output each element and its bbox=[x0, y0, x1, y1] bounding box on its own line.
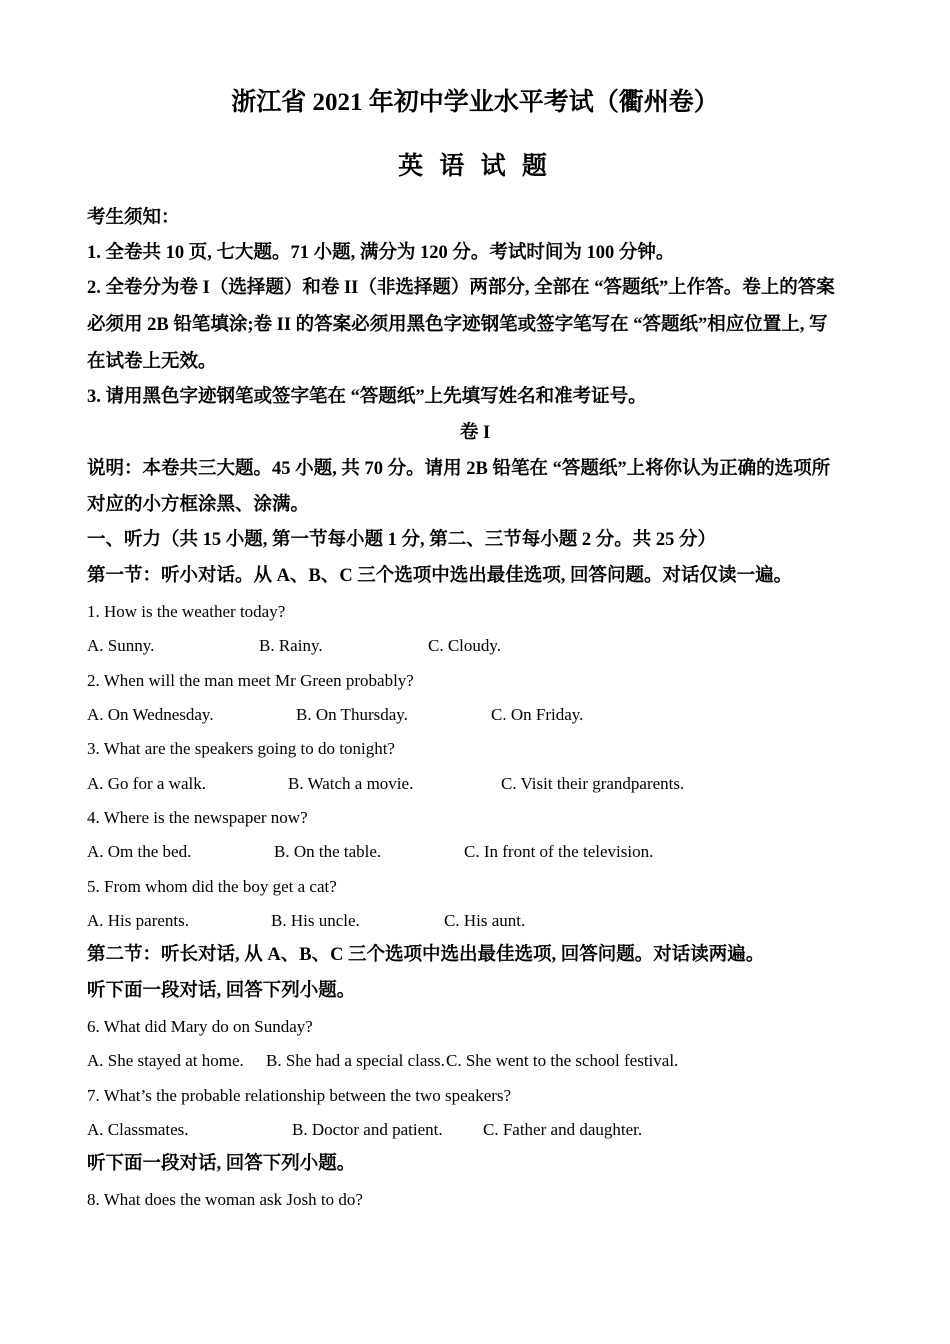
question-5: 5. From whom did the boy get a cat? bbox=[87, 877, 337, 896]
dialogue-instruction-2: 听下面一段对话, 回答下列小题。 bbox=[87, 1154, 356, 1174]
question-4-option-b: B. On the table. bbox=[274, 842, 382, 861]
question-6-option-c: C. She went to the school festival. bbox=[446, 1051, 679, 1070]
question-5-option-b: B. His uncle. bbox=[271, 911, 360, 930]
section-1-heading: 第一节：听小对话。从 A、B、C 三个选项中选出最佳选项, 回答问题。对话仅读一遍。 bbox=[87, 566, 793, 586]
question-8: 8. What does the woman ask Josh to do? bbox=[87, 1190, 363, 1209]
exam-title: 浙江省 2021 年初中学业水平考试（衢州卷） bbox=[231, 89, 719, 116]
volume-1-note-line-2: 对应的小方框涂黑、涂满。 bbox=[87, 495, 310, 515]
question-3-option-b: B. Watch a movie. bbox=[288, 774, 414, 793]
question-4-option-a: A. Om the bed. bbox=[87, 842, 192, 861]
question-2-option-c: C. On Friday. bbox=[491, 705, 584, 724]
notice-item-1: 1. 全卷共 10 页, 七大题。71 小题, 满分为 120 分。考试时间为 100 分钟。 bbox=[87, 243, 675, 263]
exam-subtitle: 英 语 试 题 bbox=[398, 153, 552, 180]
question-1-option-b: B. Rainy. bbox=[259, 636, 323, 655]
volume-1-title: 卷 I bbox=[459, 423, 491, 443]
question-7-option-b: B. Doctor and patient. bbox=[292, 1120, 443, 1139]
notice-item-2-line-2: 必须用 2B 铅笔填涂;卷 II 的答案必须用黑色字迹钢笔或签字笔写在 “答题纸”相应位置上, 写 bbox=[87, 315, 828, 335]
notice-item-2-line-1: 2. 全卷分为卷 I（选择题）和卷 II（非选择题）两部分, 全部在 “答题纸”上作答。卷上的答案 bbox=[87, 278, 835, 298]
question-1: 1. How is the weather today? bbox=[87, 602, 286, 621]
question-2: 2. When will the man meet Mr Green probably? bbox=[87, 671, 414, 690]
question-4: 4. Where is the newspaper now? bbox=[87, 808, 308, 827]
question-2-option-a: A. On Wednesday. bbox=[87, 705, 214, 724]
question-3-option-a: A. Go for a walk. bbox=[87, 774, 206, 793]
question-2-option-b: B. On Thursday. bbox=[296, 705, 408, 724]
question-5-option-a: A. His parents. bbox=[87, 911, 189, 930]
question-7-option-c: C. Father and daughter. bbox=[483, 1120, 643, 1139]
volume-1-note-line-1: 说明：本卷共三大题。45 小题, 共 70 分。请用 2B 铅笔在 “答题纸”上将你认为正确的选项所 bbox=[87, 459, 831, 479]
question-6-option-a: A. She stayed at home. bbox=[87, 1051, 244, 1070]
question-7-option-a: A. Classmates. bbox=[87, 1120, 189, 1139]
question-3-option-c: C. Visit their grandparents. bbox=[501, 774, 685, 793]
question-7: 7. What’s the probable relationship between the two speakers? bbox=[87, 1086, 512, 1105]
notice-item-2-line-3: 在试卷上无效。 bbox=[87, 352, 217, 372]
question-4-option-c: C. In front of the television. bbox=[464, 842, 654, 861]
notice-heading: 考生须知： bbox=[87, 208, 180, 228]
question-6: 6. What did Mary do on Sunday? bbox=[87, 1017, 313, 1036]
question-5-option-c: C. His aunt. bbox=[444, 911, 526, 930]
dialogue-instruction-1: 听下面一段对话, 回答下列小题。 bbox=[87, 981, 356, 1001]
question-3: 3. What are the speakers going to do tonight? bbox=[87, 739, 395, 758]
question-1-option-c: C. Cloudy. bbox=[428, 636, 502, 655]
question-6-option-b: B. She had a special class. bbox=[266, 1051, 445, 1070]
part-1-heading: 一、听力（共 15 小题, 第一节每小题 1 分, 第二、三节每小题 2 分。共 25 分） bbox=[87, 530, 717, 550]
question-1-option-a: A. Sunny. bbox=[87, 636, 155, 655]
notice-item-3: 3. 请用黑色字迹钢笔或签字笔在 “答题纸”上先填写姓名和准考证号。 bbox=[87, 387, 647, 407]
section-2-heading: 第二节：听长对话, 从 A、B、C 三个选项中选出最佳选项, 回答问题。对话读两遍。 bbox=[87, 945, 765, 965]
